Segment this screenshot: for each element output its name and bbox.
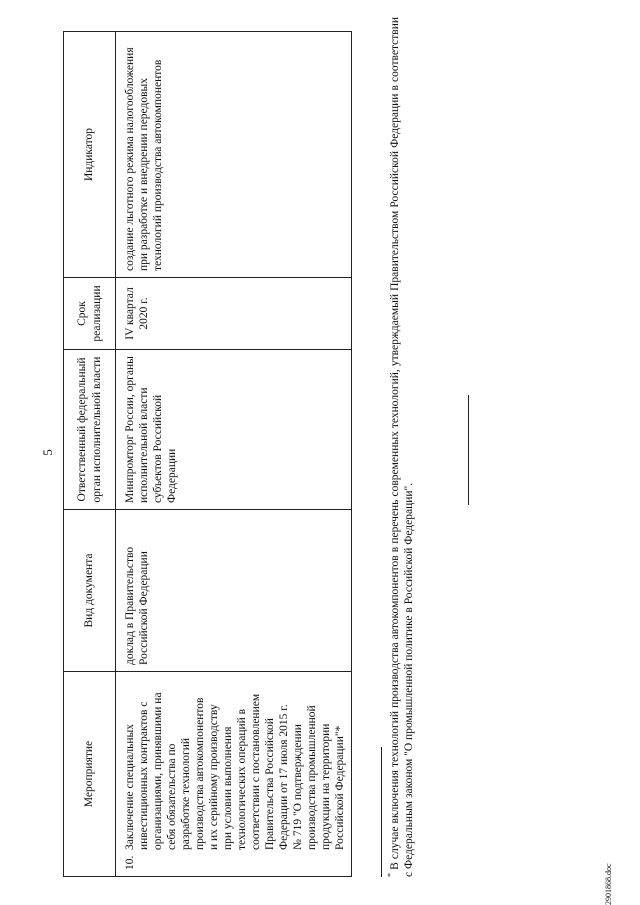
cell-indicator: создание льготного режима налогообложения при разработке и внедрении передовых технологий производства автокомпонентов	[116, 32, 352, 278]
footnote	[386, 17, 416, 877]
header-deadline: Срок реализации	[64, 278, 116, 350]
document-code: 2901868.doc	[604, 863, 613, 905]
cell-document-type: доклад в Правительство Российской Федерации	[116, 510, 352, 672]
header-indicator: Индикатор	[64, 32, 116, 278]
header-responsible: Ответственный федеральный орган исполнительной власти	[64, 350, 116, 510]
footnote-marker: *	[386, 873, 395, 877]
header-measure: Мероприятие	[64, 672, 116, 877]
cell-responsible: Минпромторг России, органы исполнительной власти субъектов Российской Федерации	[116, 350, 352, 510]
header-document-type: Вид документа	[64, 510, 116, 672]
table-row	[116, 32, 352, 877]
footnote-text: В случае включения технологий производства автокомпонентов в перечень современных технологий, утверждаемый Правительством Российской Федерации в соответствии с Федеральным законом "О промышленной политике в Российской Федерации".	[388, 17, 415, 877]
footnote-divider	[381, 747, 382, 877]
page-number: 5	[40, 449, 55, 456]
cell-deadline: IV квартал 2020 г.	[116, 278, 352, 350]
table-header-row	[64, 32, 116, 877]
cell-measure	[116, 672, 352, 877]
row-number: 10.	[124, 855, 136, 870]
section-divider	[468, 395, 469, 505]
measure-text: Заключение специальных инвестиционных контрактов с организациями, принявшими на себя обязательства по разработке технологий производства автокомпонентов и их серийному производству при условии выполнения технологических операций в соответствии с постановлением Правительства Российской Федерации от 17 июля 2015 г. № 719 "О подтверждении производства промышленной продукции на территории Российской Федерации"*	[124, 692, 347, 850]
measures-table	[63, 31, 352, 877]
